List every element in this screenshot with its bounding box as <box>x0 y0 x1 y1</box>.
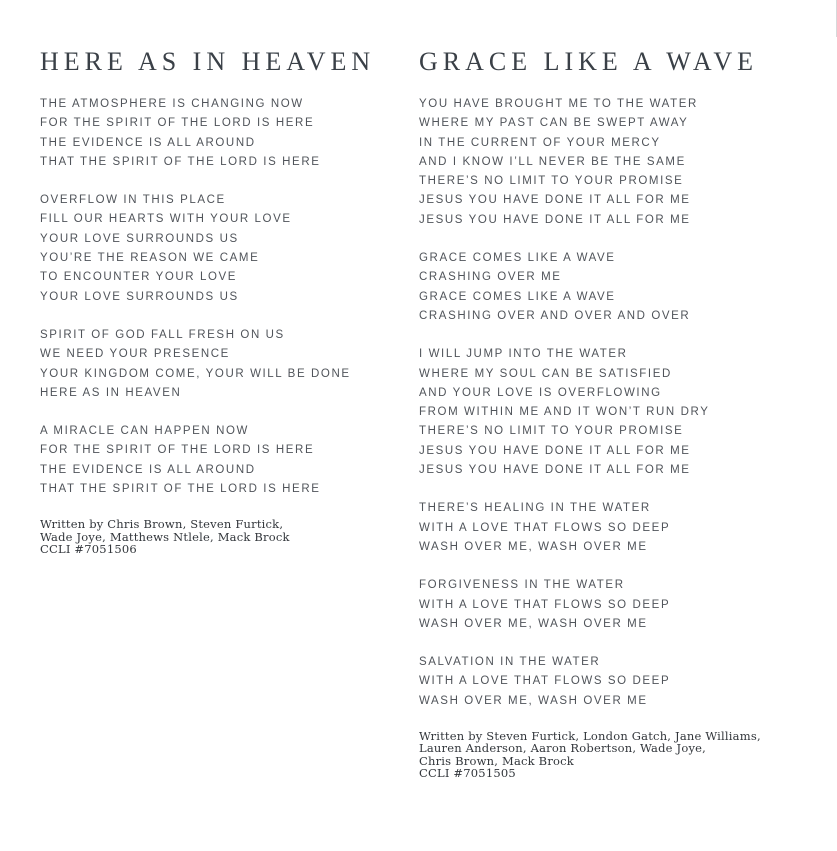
lyric-line: WASH OVER ME, WASH OVER ME <box>419 694 648 707</box>
lyric-line: JESUS YOU HAVE DONE IT ALL FOR ME <box>419 194 691 207</box>
lyric-line: THE EVIDENCE IS ALL AROUND <box>40 463 256 476</box>
stanza <box>40 191 419 307</box>
lyric-line: JESUS YOU HAVE DONE IT ALL FOR ME <box>419 213 691 226</box>
stanza <box>419 653 837 711</box>
lyric-line: WASH OVER ME, WASH OVER ME <box>419 540 648 553</box>
lyric-line: THAT THE SPIRIT OF THE LORD IS HERE <box>40 483 321 496</box>
stanza <box>419 249 837 326</box>
credit-line: CCLI #7051505 <box>419 766 516 781</box>
song-credits <box>40 518 419 555</box>
stanza <box>419 95 837 230</box>
lyric-line: FOR THE SPIRIT OF THE LORD IS HERE <box>40 117 315 130</box>
lyric-line: JESUS YOU HAVE DONE IT ALL FOR ME <box>419 464 691 477</box>
lyric-line: TO ENCOUNTER YOUR LOVE <box>40 271 238 284</box>
lyric-line: WHERE MY SOUL CAN BE SATISFIED <box>419 367 672 380</box>
credit-line: Lauren Anderson, Aaron Robertson, Wade Joye, <box>419 741 707 756</box>
stanza <box>40 422 419 499</box>
credit-line: Written by Steven Furtick, London Gatch, Jane Williams, <box>419 729 761 744</box>
lyric-line: WITH A LOVE THAT FLOWS SO DEEP <box>419 521 671 534</box>
song-here-as-in-heaven <box>40 46 419 556</box>
lyric-line: SPIRIT OF GOD FALL FRESH ON US <box>40 328 285 341</box>
stanza <box>419 499 837 557</box>
stanza <box>40 326 419 403</box>
lyric-line: FROM WITHIN ME AND IT WON’T RUN DRY <box>419 406 710 419</box>
lyric-line: I WILL JUMP INTO THE WATER <box>419 348 628 361</box>
song-title: HERE AS IN HEAVEN <box>40 47 376 76</box>
lyric-line: A MIRACLE CAN HAPPEN NOW <box>40 425 250 438</box>
credit-line: CCLI #7051506 <box>40 542 137 557</box>
credit-line: Chris Brown, Mack Brock <box>419 753 574 768</box>
lyric-line: FORGIVENESS IN THE WATER <box>419 579 625 592</box>
lyric-line: YOUR KINGDOM COME, YOUR WILL BE DONE <box>40 367 351 380</box>
lyric-line: HERE AS IN HEAVEN <box>40 386 182 399</box>
lyric-line: FOR THE SPIRIT OF THE LORD IS HERE <box>40 444 315 457</box>
lyric-line: JESUS YOU HAVE DONE IT ALL FOR ME <box>419 444 691 457</box>
song-grace-like-a-wave <box>419 46 837 780</box>
lyric-line: AND YOUR LOVE IS OVERFLOWING <box>419 386 662 399</box>
lyric-line: THERE’S HEALING IN THE WATER <box>419 502 651 515</box>
lyric-line: THERE’S NO LIMIT TO YOUR PROMISE <box>419 175 684 188</box>
lyric-line: WE NEED YOUR PRESENCE <box>40 348 230 361</box>
lyric-line: CRASHING OVER ME <box>419 271 562 284</box>
song-columns <box>40 46 837 780</box>
lyric-line: THAT THE SPIRIT OF THE LORD IS HERE <box>40 155 321 168</box>
lyric-line: YOUR LOVE SURROUNDS US <box>40 232 239 245</box>
lyric-line: OVERFLOW IN THIS PLACE <box>40 194 226 207</box>
lyric-line: GRACE COMES LIKE A WAVE <box>419 252 616 265</box>
lyric-line: THE ATMOSPHERE IS CHANGING NOW <box>40 98 304 110</box>
lyric-line: AND I KNOW I’LL NEVER BE THE SAME <box>419 155 686 168</box>
lyric-line: CRASHING OVER AND OVER AND OVER <box>419 309 691 322</box>
lyric-line: YOU HAVE BROUGHT ME TO THE WATER <box>419 98 698 110</box>
credit-line: Written by Chris Brown, Steven Furtick, <box>40 517 284 532</box>
song-credits <box>419 730 837 780</box>
song-stanzas <box>40 95 419 499</box>
lyric-line: IN THE CURRENT OF YOUR MERCY <box>419 136 661 149</box>
lyric-line: WHERE MY PAST CAN BE SWEPT AWAY <box>419 117 689 130</box>
song-title: GRACE LIKE A WAVE <box>419 47 758 76</box>
song-stanzas <box>419 95 837 711</box>
lyric-line: GRACE COMES LIKE A WAVE <box>419 290 616 303</box>
lyric-line: THE EVIDENCE IS ALL AROUND <box>40 136 256 149</box>
lyric-line: FILL OUR HEARTS WITH YOUR LOVE <box>40 213 292 226</box>
lyric-line: SALVATION IN THE WATER <box>419 656 601 669</box>
lyric-line: YOUR LOVE SURROUNDS US <box>40 290 239 303</box>
lyric-line: YOU’RE THE REASON WE CAME <box>40 252 260 265</box>
stanza <box>419 345 837 480</box>
lyric-line: THERE’S NO LIMIT TO YOUR PROMISE <box>419 425 684 438</box>
lyric-line: WITH A LOVE THAT FLOWS SO DEEP <box>419 598 671 611</box>
lyric-line: WITH A LOVE THAT FLOWS SO DEEP <box>419 675 671 688</box>
stanza <box>40 95 419 172</box>
lyric-line: WASH OVER ME, WASH OVER ME <box>419 617 648 630</box>
credit-line: Wade Joye, Matthews Ntlele, Mack Brock <box>40 529 290 544</box>
stanza <box>419 576 837 634</box>
